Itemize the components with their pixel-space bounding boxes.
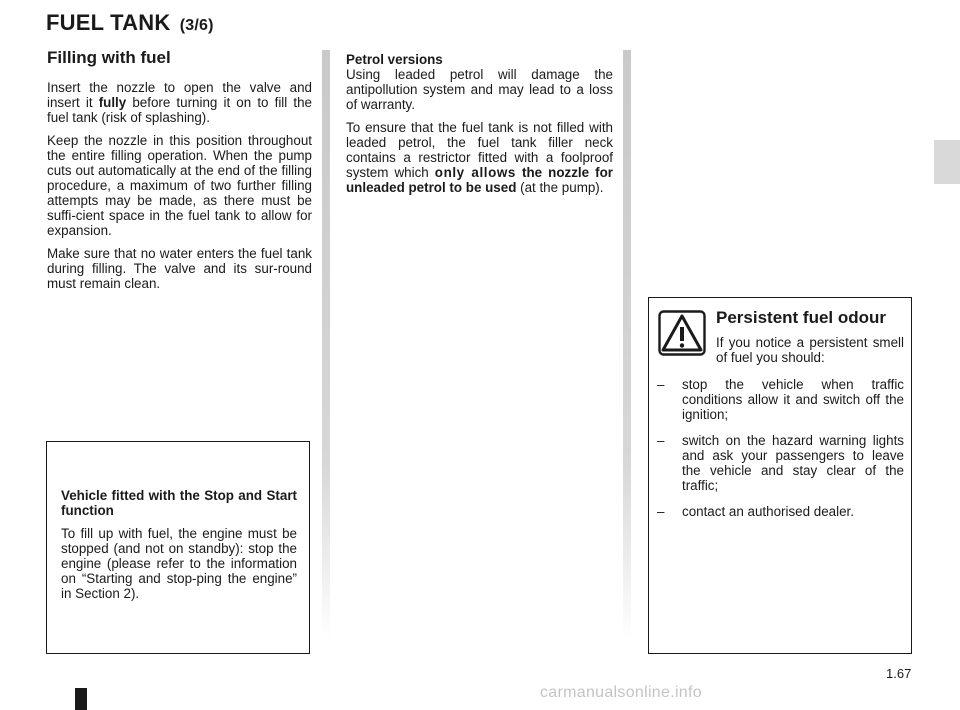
paragraph-leaded-petrol: Using leaded petrol will damage the antipollution system and may lead to a loss of warranty. bbox=[346, 67, 613, 112]
page-title-counter: (3/6) bbox=[179, 17, 214, 34]
list-item: – stop the vehicle when traffic conditions allow it and switch off the ignition; bbox=[657, 377, 904, 422]
list-item: – contact an authorised dealer. bbox=[657, 504, 854, 519]
list-item: – switch on the hazard warning lights and ask your passengers to leave the vehicle and stay clear of the traffic; bbox=[657, 433, 904, 493]
page-title bbox=[46, 10, 214, 36]
left-column bbox=[47, 48, 312, 299]
page-title-text: FUEL TANK bbox=[46, 10, 171, 35]
petrol-versions-heading: Petrol versions bbox=[346, 52, 443, 67]
page-number: 1.67 bbox=[886, 666, 912, 681]
watermark: carmanualsonline.info bbox=[540, 684, 702, 701]
emphasis-only-allows: only allows bbox=[434, 165, 516, 180]
middle-column bbox=[346, 52, 613, 203]
paragraph-no-water: Make sure that no water enters the fuel tank during filling. The valve and its sur-round must remain clean. bbox=[47, 246, 312, 291]
column-divider-left bbox=[322, 50, 330, 640]
section-heading-filling: Filling with fuel bbox=[47, 48, 171, 67]
emphasis-unleaded-nozzle: the nozzle for unleaded petrol to be used bbox=[346, 165, 614, 195]
paragraph-restrictor: To ensure that the fuel tank is not filled with leaded petrol, the fuel tank filler neck contains a restrictor fitted with a foolproof system which only allows the nozzle for unleaded petrol to be used (at the pump). bbox=[346, 120, 614, 195]
emphasis-fully: fully bbox=[98, 95, 127, 110]
fuel-odour-warning-box bbox=[648, 297, 912, 654]
stop-start-text: To fill up with fuel, the engine must be stopped (and not on standby): stop the engine (please refer to the information on “Starting and stop-ping the engine” in Section 2). bbox=[61, 526, 297, 601]
corner-crop-mark bbox=[75, 688, 87, 710]
column-divider-right bbox=[623, 50, 631, 640]
stop-start-note-box bbox=[46, 441, 310, 654]
warning-action-list bbox=[657, 377, 904, 530]
section-thumb-tab bbox=[934, 140, 960, 184]
warning-intro: If you notice a persistent smell of fuel you should: bbox=[716, 335, 904, 365]
paragraph-insert-nozzle: Insert the nozzle to open the valve and insert it fully before turning it on to fill the fuel tank (risk of splashing). bbox=[47, 80, 312, 125]
stop-start-heading: Vehicle fitted with the Stop and Start function bbox=[61, 488, 297, 518]
warning-triangle-icon bbox=[658, 310, 706, 356]
paragraph-keep-nozzle: Keep the nozzle in this position throughout the entire filling operation. When the pump cuts out automatically at the end of the filling procedure, a maximum of two further filling attempts may be made, as there must be suffi-cient space in the fuel tank to allow for expansion. bbox=[47, 133, 312, 238]
warning-title: Persistent fuel odour bbox=[716, 308, 887, 327]
